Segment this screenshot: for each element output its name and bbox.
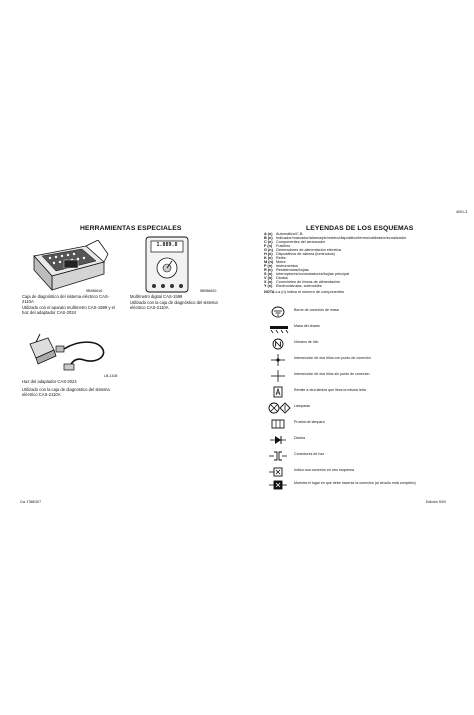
- wire-crossing-icon: [268, 369, 288, 383]
- legend-row: B (n) Indicador/marcador/alarma/pirómetro/dispositivo/termo/calibrador/ecualizador: [264, 236, 407, 240]
- symbol-row-letter-box: Remite a otra lámina que lleva la misma letra: [268, 385, 468, 401]
- symbol-row-connector-other: Indica una conexión en otro esquema: [268, 465, 468, 481]
- symbol-row-test-probe: Prueba de lámpara: [268, 417, 468, 433]
- legend-title: LEYENDAS DE LOS ESQUEMAS: [306, 225, 414, 232]
- item3-desc: Utilizado con la caja de diagnóstico del sistema eléctrico CAS-2110A: [22, 387, 110, 398]
- item2-desc: Utilizado con la caja de diagnóstico del sistema eléctrico CAS-2110A: [130, 300, 218, 311]
- legend-row: S (n) Interruptores/conmutadores/bujías principal: [264, 272, 350, 276]
- multimeter-display: 1.889.8: [156, 242, 178, 248]
- legend-row: X (n) Conexiones de líneas de alimentación: [264, 280, 341, 284]
- footer-left: Cw 1788/307: [20, 500, 42, 504]
- item3-caption: Haz del adaptador CAS-2024: [22, 379, 77, 384]
- item2-ref: 5B986620: [200, 289, 217, 293]
- symbol-row-junction: Intersección de dos hilos con punto de conexión: [268, 353, 468, 369]
- tools-title: HERRAMIENTAS ESPECIALES: [80, 225, 182, 232]
- symbol-row-harness-connector: Conectores de haz: [268, 449, 468, 465]
- legend-row: R (n) Resistencias/bujías: [264, 268, 309, 272]
- symbol-row-lamp: Lámparas: [268, 401, 468, 417]
- diode-icon: [268, 433, 288, 447]
- ground-symbol-icon: [268, 305, 288, 319]
- legend-row: P (n) Instrumentos: [264, 264, 298, 268]
- symbol-row-ground: Borne de conexión de masa: [268, 305, 468, 321]
- legend-row: H (n) Dispositivos de alarma (luminosos): [264, 252, 335, 256]
- wire-number-icon: [268, 337, 288, 351]
- item1-caption: Caja de diagnóstico del sistema eléctrico CAS-2110A: [22, 294, 110, 305]
- legend-row: F (n) Fusibles: [264, 244, 291, 248]
- legend-row: V (n) Diodos: [264, 276, 288, 280]
- legend-row: K (n) Relés: [264, 256, 286, 260]
- adapter-harness-image: [26, 330, 116, 372]
- diagnostic-box-image: [28, 240, 110, 294]
- symbol-row-wire-number: Número de hilo: [268, 337, 468, 353]
- lamp-icon: [268, 401, 292, 415]
- symbol-row-crossing: Intersección de dos hilos sin punto de conexión: [268, 369, 468, 385]
- symbol-row-connector-location: Muestra el lugar en que debe hacerse la conexión (al circuito está completo): [268, 478, 468, 494]
- symbol-row-chassis: Masa del chasis: [268, 321, 468, 337]
- letter-box-icon: [268, 385, 288, 399]
- connector-other-sheet-icon: [268, 465, 288, 479]
- wire-junction-dot-icon: [268, 353, 288, 367]
- item1-ref: 5B986616: [86, 289, 103, 293]
- item1-desc: Utilizado con el aparato multímetro CAS-1599 y el haz del adaptador CAS-2024: [22, 305, 115, 316]
- legend-row: G (n) Generadores de alimentación eléctrica: [264, 248, 342, 252]
- legend-row: A (n) Automático/C.B.: [264, 232, 304, 236]
- test-probe-icon: [268, 417, 288, 431]
- chassis-ground-icon: [268, 321, 290, 335]
- connector-location-icon: [268, 478, 288, 492]
- legend-note: NOTA:La (n) indica el número de componentes: [264, 290, 344, 294]
- legend-row: M (n) Motor: [264, 260, 286, 264]
- footer-right: Edición 9/I/0: [426, 500, 446, 504]
- symbol-row-diode: Diodos: [268, 433, 468, 449]
- legend-row: Y (n) Electroválvulas, solenoides: [264, 284, 322, 288]
- legend-row: C (n) Componentes del arrancador: [264, 240, 326, 244]
- page-id: 4001-3: [456, 210, 468, 214]
- harness-connector-icon: [268, 449, 288, 463]
- item3-ref: LB-1108: [104, 374, 118, 378]
- item2-caption: Multímetro digital CAS-1599: [130, 294, 183, 299]
